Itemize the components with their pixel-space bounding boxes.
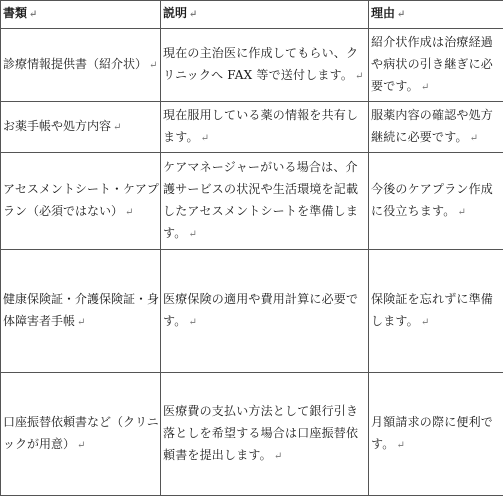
cell-end-mark: ↵ <box>77 440 86 451</box>
document-cell <box>1 153 161 250</box>
cell-end-mark: ↵ <box>457 207 467 218</box>
description-cell <box>161 102 369 153</box>
header-document-label: 書類 <box>3 6 28 20</box>
description-cell <box>161 29 369 102</box>
reason-text: 紹介状作成は治療経過や病状の引き継ぎに必要です。 <box>371 35 494 93</box>
table-row <box>1 250 503 373</box>
header-reason-label: 理由 <box>371 6 396 20</box>
reason-text: 月額請求の際に便利です。 <box>371 415 494 451</box>
description-cell <box>161 250 369 373</box>
cell-end-mark: ↵ <box>189 9 198 20</box>
document-text: 健康保険証・介護保険証・身体障害者手帳 <box>3 292 160 328</box>
reason-text: 今後のケアプラン作成に役立ちます。 <box>371 182 494 218</box>
cell-end-mark: ↵ <box>396 440 406 451</box>
cell-end-mark: ↵ <box>397 9 406 20</box>
document-text: お薬手帳や処方内容 <box>3 119 112 133</box>
table-row <box>1 373 503 496</box>
cell-end-mark: ↵ <box>469 133 479 144</box>
description-text: 現在の主治医に作成してもらい、クリニックへ FAX 等で送付します。 <box>163 46 359 82</box>
cell-end-mark: ↵ <box>188 229 198 240</box>
reason-cell <box>369 102 503 153</box>
reason-cell <box>369 153 503 250</box>
table-row <box>1 153 503 250</box>
cell-end-mark: ↵ <box>420 317 430 328</box>
document-text: アセスメントシート・ケアプラン（必須ではない） <box>3 182 159 218</box>
header-description <box>161 1 369 29</box>
description-text: 医療保険の適用や費用計算に必要です。 <box>163 292 359 328</box>
table-row <box>1 102 503 153</box>
cell-end-mark: ↵ <box>77 317 86 328</box>
description-cell <box>161 153 369 250</box>
cell-end-mark: ↵ <box>273 451 283 462</box>
document-text: 口座振替依頼書など（クリニックが用意） <box>3 415 159 451</box>
description-cell <box>161 373 369 496</box>
document-text: 診療情報提供書（紹介状） <box>3 57 148 71</box>
table-row <box>1 29 503 102</box>
cell-end-mark: ↵ <box>29 9 38 20</box>
cell-end-mark: ↵ <box>200 133 210 144</box>
description-text: ケアマネージャーがいる場合は、介護サービスの状況や生活環境を記載したアセスメントシートを準備します。 <box>163 160 359 240</box>
reason-cell <box>369 373 503 496</box>
document-cell <box>1 29 161 102</box>
cell-end-mark: ↵ <box>149 60 158 71</box>
reason-text: 保険証を忘れずに準備します。 <box>371 292 494 328</box>
document-cell <box>1 102 161 153</box>
header-reason <box>369 1 503 29</box>
document-cell <box>1 250 161 373</box>
header-document <box>1 1 161 29</box>
cell-end-mark: ↵ <box>420 82 430 93</box>
reason-text: 服薬内容の確認や処方継続に必要です。 <box>371 108 494 144</box>
cell-end-mark: ↵ <box>188 317 198 328</box>
cell-end-mark: ↵ <box>125 207 134 218</box>
description-text: 現在服用している薬の情報を共有します。 <box>163 108 359 144</box>
table-header-row <box>1 1 503 29</box>
cell-end-mark: ↵ <box>355 71 364 82</box>
reason-cell <box>369 250 503 373</box>
cell-end-mark: ↵ <box>113 122 122 133</box>
reason-cell <box>369 29 503 102</box>
description-text: 医療費の支払い方法として銀行引き落としを希望する場合は口座振替依頼書を提出します。 <box>163 404 359 462</box>
header-description-label: 説明 <box>163 6 188 20</box>
document-cell <box>1 373 161 496</box>
